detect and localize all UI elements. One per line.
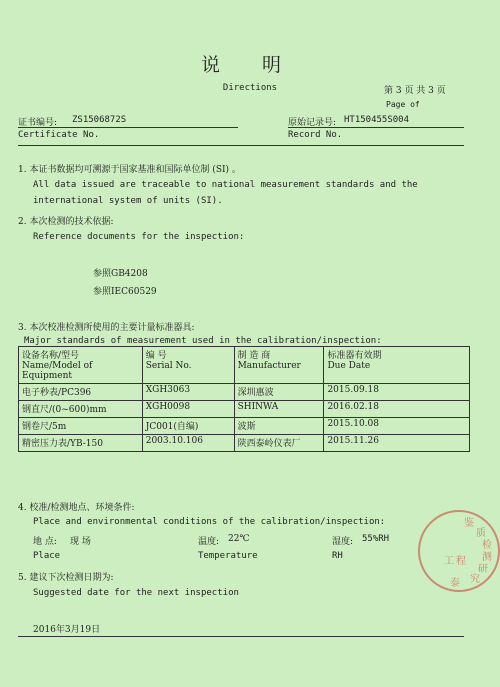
table-cell: XGH0098 bbox=[142, 401, 234, 418]
place-value: 现 场 bbox=[70, 537, 91, 547]
temperature-label: 温度: bbox=[198, 537, 220, 547]
page-number-cn: 第 3 页 共 3 页 bbox=[384, 86, 446, 96]
table-row bbox=[19, 401, 470, 418]
divider bbox=[18, 636, 464, 637]
page-subtitle: Directions bbox=[222, 83, 278, 93]
table-cell: 电子秒表/PC396 bbox=[19, 384, 143, 401]
divider bbox=[18, 127, 238, 128]
table-cell: XGH3063 bbox=[142, 384, 234, 401]
section1-text: All data issued are traceable to national measurement standards and the bbox=[33, 180, 418, 190]
table-cell: SHINWA bbox=[234, 401, 324, 418]
issue-date: 2016年3月19日 bbox=[33, 625, 101, 635]
section4-text: Place and environmental conditions of the calibration/inspection: bbox=[33, 517, 386, 527]
equipment-table bbox=[18, 346, 470, 452]
section2-text: Reference documents for the inspection: bbox=[33, 232, 245, 242]
official-stamp: 鉴 质 检 测 研 究 工 程 泰 bbox=[418, 510, 500, 592]
table-row bbox=[19, 418, 470, 435]
table-header-row bbox=[19, 347, 470, 384]
temperature-value: 22℃ bbox=[228, 534, 250, 544]
section4-heading: 4. 校准/检测地点、环境条件: bbox=[18, 503, 135, 513]
record-label-en: Record No. bbox=[288, 130, 343, 140]
table-row bbox=[19, 384, 470, 401]
temperature-label-en: Temperature bbox=[198, 551, 258, 561]
record-label: 原始记录号: bbox=[288, 118, 337, 128]
humidity-label-en: RH bbox=[332, 551, 343, 561]
table-cell: 波斯 bbox=[234, 418, 324, 435]
cert-number: ZS1506872S bbox=[72, 115, 127, 125]
table-cell: 钢直尺/(0~600)mm bbox=[19, 401, 143, 418]
table-cell: 2015.11.26 bbox=[324, 435, 470, 452]
place-label: 地 点: bbox=[33, 537, 57, 547]
section5-text: Suggested date for the next inspection bbox=[33, 588, 239, 598]
humidity-label: 湿度: bbox=[332, 537, 354, 547]
table-cell: 精密压力表/YB-150 bbox=[19, 435, 143, 452]
table-cell: 2003.10.106 bbox=[142, 435, 234, 452]
reference-item: 参照GB4208 bbox=[93, 269, 148, 279]
table-cell: 钢卷尺/5m bbox=[19, 418, 143, 435]
table-header-cell: 标准器有效期 Due Date bbox=[324, 347, 470, 384]
place-label-en: Place bbox=[33, 551, 61, 561]
cert-label-en: Certificate No. bbox=[18, 130, 100, 140]
table-header-cell: 制 造 商 Manufacturer bbox=[234, 347, 324, 384]
divider bbox=[18, 145, 464, 146]
table-cell: 陕西泰岭仪表厂 bbox=[234, 435, 324, 452]
record-number: HT150455S004 bbox=[344, 115, 410, 125]
section3-text: Major standards of measurement used in the calibration/inspection: bbox=[24, 336, 382, 346]
page-number-en: Page of bbox=[386, 100, 420, 109]
section2-heading: 2. 本次检测的技术依据: bbox=[18, 217, 114, 227]
table-row bbox=[19, 435, 470, 452]
table-header-cell: 设备名称/型号 Name/Model of Equipment bbox=[19, 347, 143, 384]
section5-heading: 5. 建议下次检测日期为: bbox=[18, 573, 114, 583]
section3-heading: 3. 本次校准检测所使用的主要计量标准器具: bbox=[18, 323, 195, 333]
section1-heading: 1. 本证书数据均可溯源于国家基准和国际单位制 (SI) 。 bbox=[18, 165, 241, 175]
table-header-cell: 编 号 Serial No. bbox=[142, 347, 234, 384]
table-cell: 2015.10.08 bbox=[324, 418, 470, 435]
section1-text: international system of units (SI). bbox=[33, 196, 223, 206]
table-cell: 2015.09.18 bbox=[324, 384, 470, 401]
cert-label: 证书编号: bbox=[18, 118, 58, 128]
humidity-value: 55%RH bbox=[362, 534, 390, 544]
table-cell: 深圳惠波 bbox=[234, 384, 324, 401]
reference-item: 参照IEC60529 bbox=[93, 287, 157, 297]
table-cell: JC001(自编) bbox=[142, 418, 234, 435]
page-title: 说 明 bbox=[200, 54, 300, 76]
divider bbox=[288, 127, 464, 128]
table-cell: 2016.02.18 bbox=[324, 401, 470, 418]
